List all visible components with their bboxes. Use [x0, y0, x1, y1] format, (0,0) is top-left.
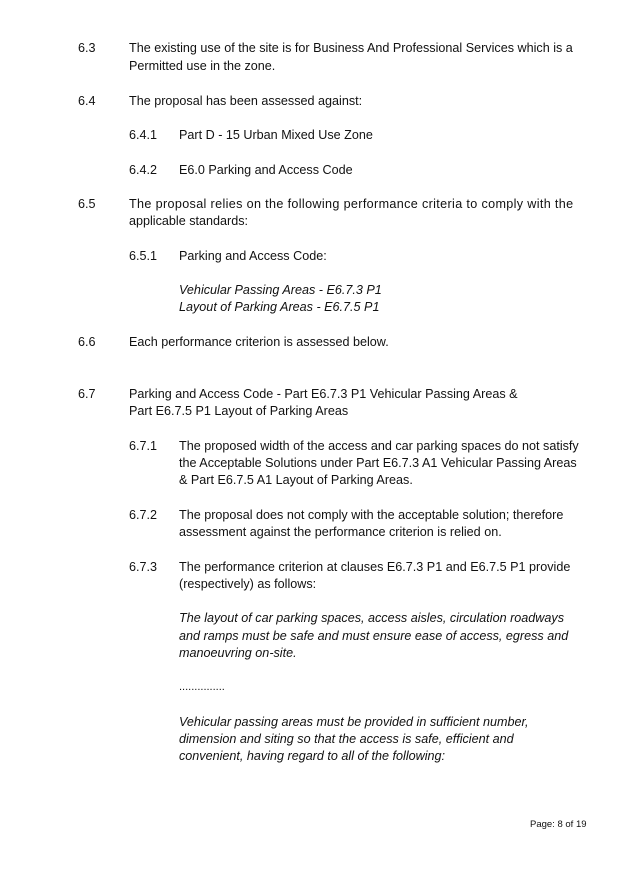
- section-number-6-5: 6.5: [78, 197, 96, 211]
- section-6-4-text: The proposal has been assessed against:: [129, 94, 363, 108]
- section-6-5-text-line-1: The proposal relies on the following performance criteria to comply with the: [129, 197, 574, 211]
- quote-ellipsis: ...............: [179, 681, 225, 693]
- section-6-7-3-line-1: The performance criterion at clauses E6.7.3 P1 and E6.7.5 P1 provide: [179, 560, 571, 574]
- section-6-7-heading-line-1: Parking and Access Code - Part E6.7.3 P1 Vehicular Passing Areas &: [129, 387, 518, 401]
- section-number-6-7-3: 6.7.3: [129, 560, 158, 574]
- quote-layout-line-1: The layout of car parking spaces, access aisles, circulation roadways: [179, 611, 564, 625]
- quote-passing-line-3: convenient, having regard to all of the following:: [179, 749, 446, 763]
- section-6-5-text-line-2: applicable standards:: [129, 214, 249, 228]
- section-number-6-7-2: 6.7.2: [129, 508, 158, 522]
- quote-passing-line-1: Vehicular passing areas must be provided in sufficient number,: [179, 715, 529, 729]
- section-6-4-1-text: Part D - 15 Urban Mixed Use Zone: [179, 128, 373, 142]
- section-number-6-4-1: 6.4.1: [129, 128, 158, 142]
- section-number-6-3: 6.3: [78, 41, 96, 55]
- section-6-3-text-line-2: Permitted use in the zone.: [129, 59, 276, 73]
- section-6-7-heading-line-2: Part E6.7.5 P1 Layout of Parking Areas: [129, 404, 349, 418]
- section-6-7-2-line-2: assessment against the performance criterion is relied on.: [179, 525, 502, 539]
- page-number: Page: 8 of 19: [530, 819, 587, 830]
- section-6-7-1-line-3: & Part E6.7.5 A1 Layout of Parking Areas.: [179, 473, 413, 487]
- quote-layout-line-3: manoeuvring on-site.: [179, 646, 297, 660]
- section-number-6-7-1: 6.7.1: [129, 439, 158, 453]
- section-6-7-3-line-2: (respectively) as follows:: [179, 577, 317, 591]
- section-number-6-4: 6.4: [78, 94, 96, 108]
- section-6-6-text: Each performance criterion is assessed below.: [129, 335, 389, 349]
- criterion-layout-parking-areas: Layout of Parking Areas - E6.7.5 P1: [179, 300, 380, 314]
- section-6-5-1-text: Parking and Access Code:: [179, 249, 327, 263]
- quote-passing-line-2: dimension and siting so that the access is safe, efficient and: [179, 732, 514, 746]
- section-6-4-2-text: E6.0 Parking and Access Code: [179, 163, 353, 177]
- section-6-7-2-line-1: The proposal does not comply with the acceptable solution; therefore: [179, 508, 564, 522]
- section-number-6-7: 6.7: [78, 387, 96, 401]
- section-number-6-6: 6.6: [78, 335, 96, 349]
- section-number-6-4-2: 6.4.2: [129, 163, 158, 177]
- section-number-6-5-1: 6.5.1: [129, 249, 158, 263]
- section-6-3-text-line-1: The existing use of the site is for Business And Professional Services which is a: [129, 41, 573, 55]
- quote-layout-line-2: and ramps must be safe and must ensure ease of access, egress and: [179, 629, 569, 643]
- section-6-7-1-line-2: the Acceptable Solutions under Part E6.7.3 A1 Vehicular Passing Areas: [179, 456, 577, 470]
- section-6-7-1-line-1: The proposed width of the access and car parking spaces do not satisfy: [179, 439, 579, 453]
- criterion-vehicular-passing-areas: Vehicular Passing Areas - E6.7.3 P1: [179, 283, 382, 297]
